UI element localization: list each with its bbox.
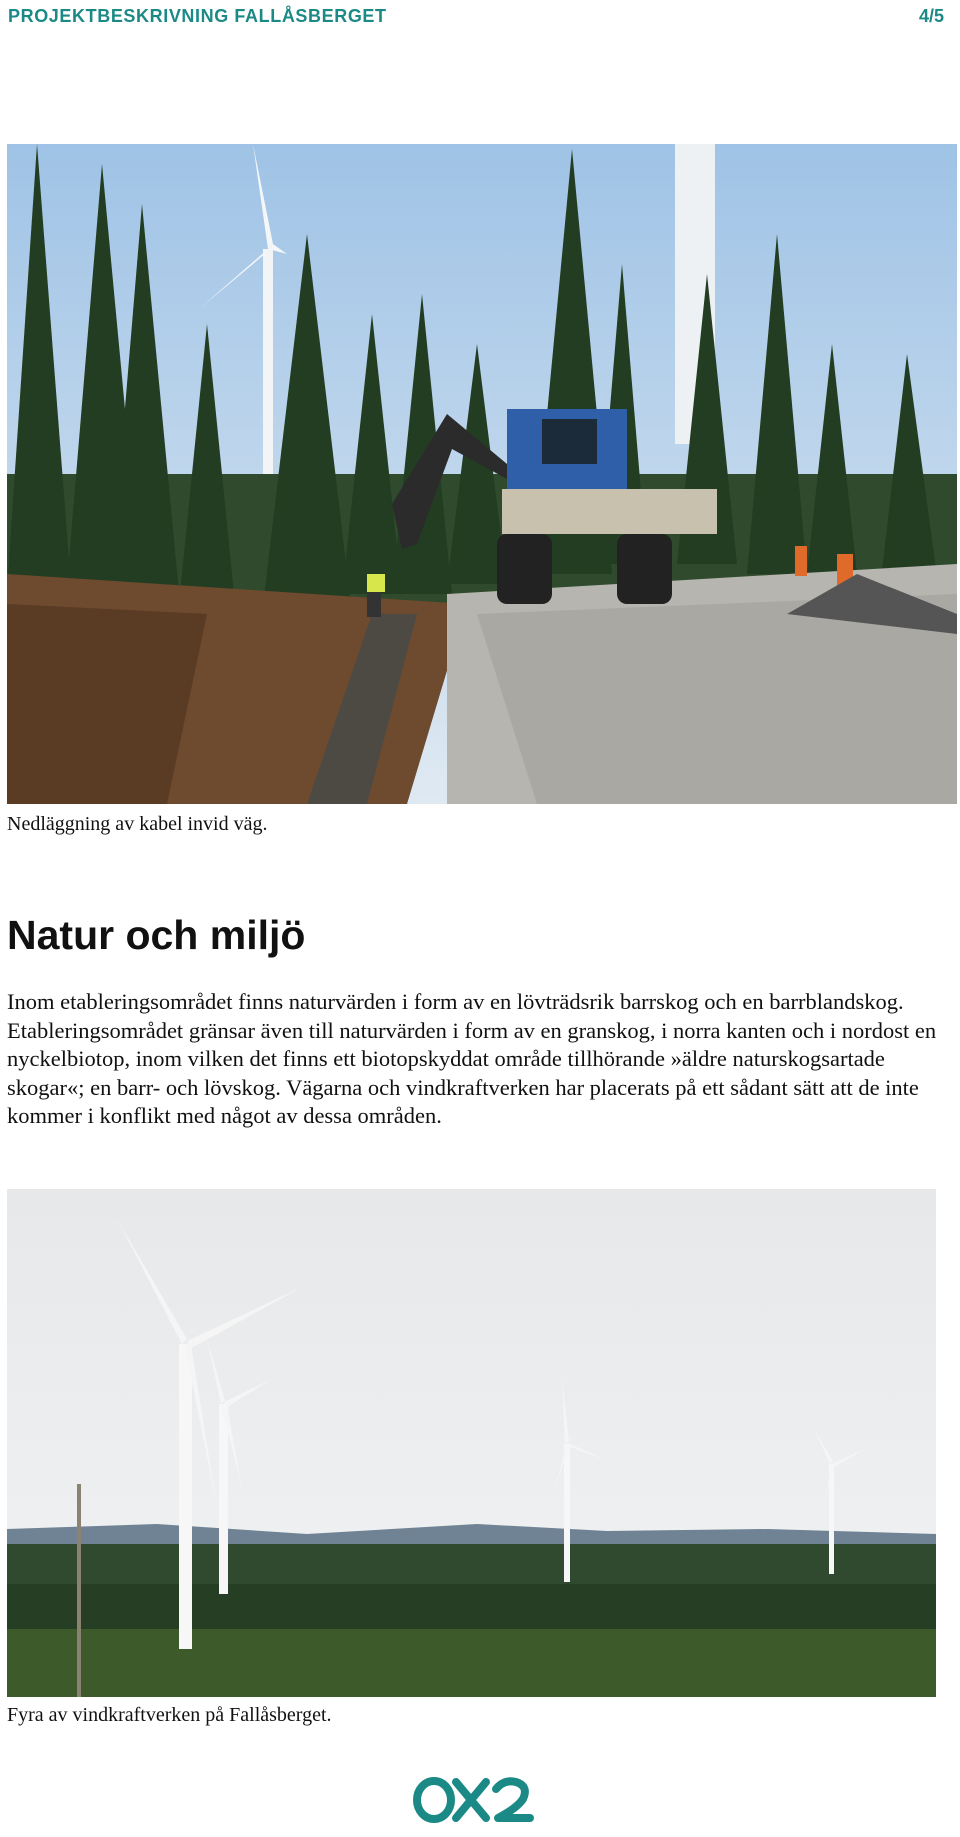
section-paragraph: Inom etableringsområdet finns naturvärden i form av en lövträdsrik barrskog och en barrblandskog. Etableringsområdet gränsar även till naturvärden i form av en granskog, i norra kanten och i nordost en nyckelbiotop, inom vilken det finns ett biotopskyddat område tillhörande »äldre naturskogsartade skogar«; en barr- och lövskog. Vägarna och vindkraftverken har placerats på ett sådant sätt att de inte kommer i konflikt med något av dessa områden.	[7, 989, 937, 1128]
photo-caption: Nedläggning av kabel invid väg.	[7, 813, 268, 835]
wind-turbines-photo	[7, 1189, 936, 1697]
document-title: PROJEKTBESKRIVNING FALLÅSBERGET	[8, 6, 387, 26]
page-number: 4/5	[918, 6, 944, 26]
ox2-logo	[412, 1775, 534, 1825]
section-heading: Natur och miljö	[7, 912, 306, 958]
cable-laying-photo	[7, 144, 957, 804]
photo-caption: Fyra av vindkraftverken på Fallåsberget.	[7, 1704, 332, 1726]
page-header	[8, 6, 960, 30]
